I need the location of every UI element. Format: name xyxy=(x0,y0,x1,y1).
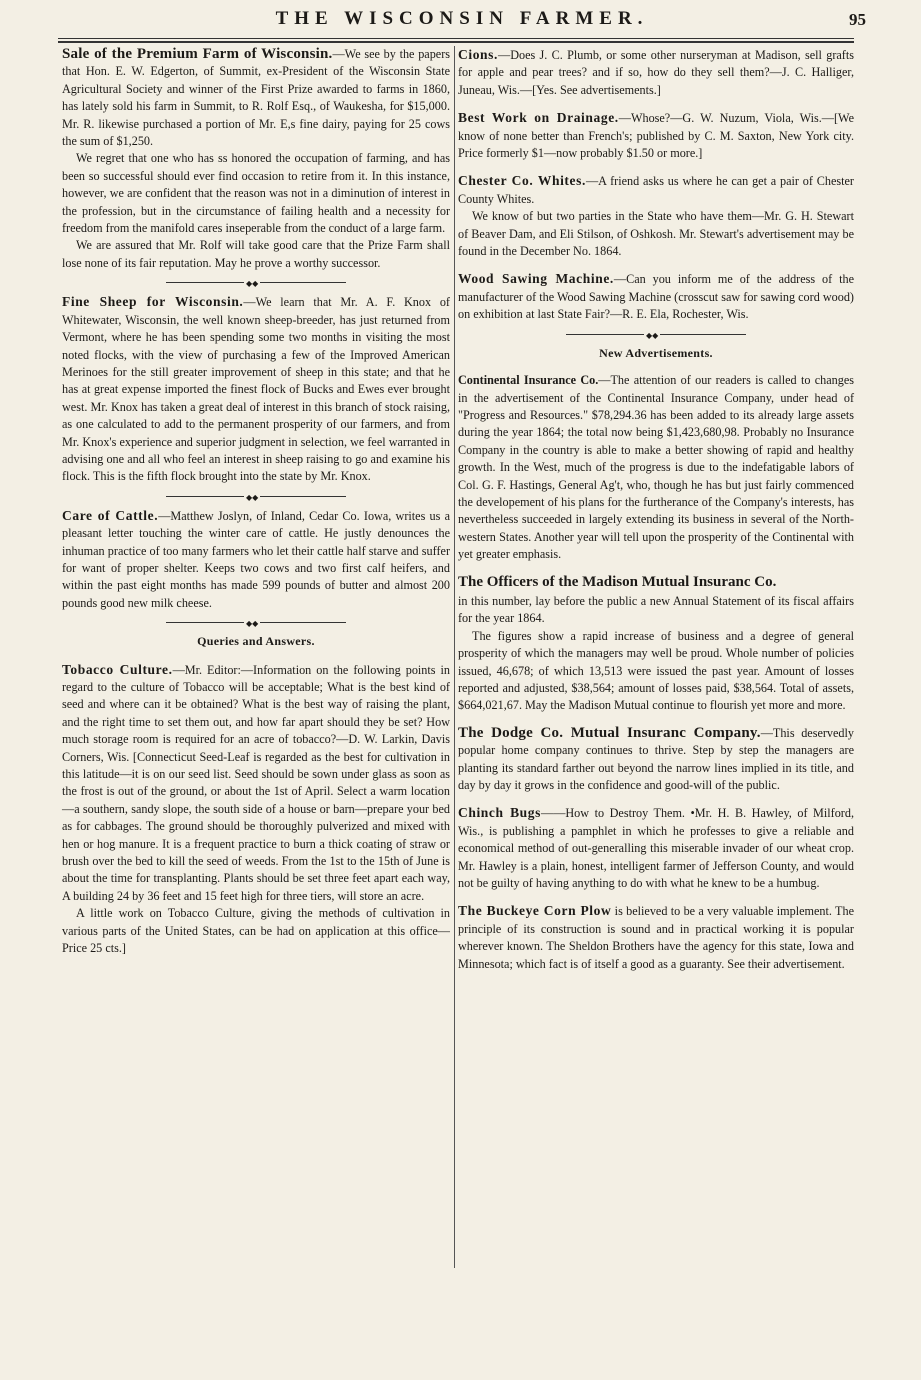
article-chester-whites xyxy=(458,172,854,260)
article-wood-sawing xyxy=(458,270,854,323)
article-body: —We learn that Mr. A. F. Knox of Whitewater, Wisconsin, the well known sheep-breeder, has just returned from Vermont, where he has been spending some two months in visiting the most noted flocks, with the view of purchasing a few of the Improved American Merinoes for the still greater improvement of sheep in this state; and that he has at great expense imported the finest flock of Bucks and Ewes ever brought west. Mr. Knox has taken a great deal of interest in this branch of stock raising, as one calculated to add to the permanent prosperity of our farmers, and from Mr. Knox's experience and superior judgment in selection, we feel warranted in advising one and all who feel an interest in sheep raising to go and examine his flock. This is the fifth flock brought into the state by Mr. Knox. xyxy=(62,295,450,484)
article-heading: Sale of the Premium Farm of Wisconsin. xyxy=(62,46,333,62)
article-body: —This deservedly popular home company continues to thrive. Step by step the managers are planting its standard farther out beyond the narrow lines implied in its title, and day by day it grows in the confidence and good-will of the public. xyxy=(458,725,854,793)
column-divider xyxy=(454,46,455,1268)
running-title: THE WISCONSIN FARMER. xyxy=(275,8,649,29)
header-rule xyxy=(58,38,854,43)
separator xyxy=(166,496,346,497)
article-body: —Can you inform me of the address of the manufacturer of the Wood Sawing Machine (crosscut saw for sawing cord wood) on exhibition at last State Fair?—R. E. Ela, Rochester, Wis. xyxy=(458,272,854,322)
article-paragraph: A little work on Tobacco Culture, giving the methods of cultivation in various parts of the United States, can be had on application at this office—Price 25 cts.] xyxy=(62,906,450,956)
article-paragraph: in this number, lay before the public a new Annual Statement of its fiscal affairs for the year 1864. xyxy=(458,593,854,626)
article-paragraph: We are assured that Mr. Rolf will take good care that the Prize Farm shall lose none of its fair reputation. May he prove a worthy successor. xyxy=(62,238,450,270)
separator xyxy=(566,334,746,335)
article-body: ——How to Destroy Them. •Mr. H. B. Hawley, of Milford, Wis., is publishing a pamphlet in which he professes to give a reliable and economical method of out-generalling this miserable invader of our wheat crop. Mr. Hawley is a plain, honest, intelligent farmer of Jefferson County, and would not be guilty of having anything to do with what he knew to be a humbug. xyxy=(458,806,854,891)
article-body: —Matthew Joslyn, of Inland, Cedar Co. Iowa, writes us a pleasant letter touching the winter care of cattle. He justly denounces the inhuman practice of too many farmers who let their cattle half starve and suffer for want of proper shelter. Keeps two cows and two first calf heifers, and within the past eight months has made 599 pounds of butter and almost 200 pounds good new milk cheese. xyxy=(62,508,450,610)
article-paragraph: We regret that one who has ss honored the occupation of farming, and has been so successful should ever find occasion to retire from it. In this instance, however, we are confident that the reason was not in a diminution of interest in the profession, but in the circumstance of failing health and a necessity for freedom from the manifold cares inseperable from the conduct of a large farm. xyxy=(62,151,450,236)
article-body: —Does J. C. Plumb, or some other nurseryman at Madison, sell grafts for apple and pear trees? and if so, how do they sell them?—J. C. Halliger, Juneau, Wis.—[Yes. See advertisements.] xyxy=(458,48,854,97)
article-heading: Tobacco Culture. xyxy=(62,661,173,677)
left-column xyxy=(62,46,450,968)
article-madison-mutual xyxy=(458,574,854,715)
article-heading: Continental Insurance Co. xyxy=(458,373,599,388)
section-title-new-ads: New Advertisements. xyxy=(599,345,713,360)
article-heading: Fine Sheep for Wisconsin. xyxy=(62,294,244,310)
article-heading: The Officers of the Madison Mutual Insuranc Co. xyxy=(458,573,777,590)
right-column xyxy=(458,46,854,983)
article-cions xyxy=(458,46,854,99)
article-fine-sheep xyxy=(62,293,450,485)
article-chinch-bugs xyxy=(458,804,854,892)
article-care-of-cattle xyxy=(62,507,450,612)
article-heading: The Buckeye Corn Plow xyxy=(458,903,612,919)
article-heading: Best Work on Drainage. xyxy=(458,110,619,126)
article-heading: Cions. xyxy=(458,47,498,62)
running-head xyxy=(62,8,866,34)
separator xyxy=(166,282,346,283)
article-paragraph: The figures show a rapid increase of business and a degree of general prosperity of which the managers may well be proud. Whole number of policies issued, 46,678; of which 13,513 were issued the past year. Amount of losses reported and adjusted, $38,564; amount of losses paid, $38,564. Total of assets, $664,021,67. May the Madison Mutual continue to flourish yet more and more. xyxy=(458,628,854,713)
article-heading: Chester Co. Whites. xyxy=(458,173,586,189)
separator xyxy=(166,622,346,623)
article-heading: Wood Sawing Machine. xyxy=(458,271,614,287)
article-premium-farm xyxy=(62,46,450,272)
article-heading: The Dodge Co. Mutual Insuranc Company. xyxy=(458,724,761,741)
article-dodge-mutual xyxy=(458,725,854,795)
article-body: —The attention of our readers is called to changes in the advertisement of the Continental Insurance Company, under head of "Progress and Resources." $78,294.36 has been added to its already large assets during the year 1864; the total now being $1,423,680,98. Probably no Insurance Company in the country is able to make a better showing of rapid and healthy growth. In the West, much of the progress is due to the indefatigable labors of Col. G. F. Hastings, General Ag't, who, though he has but just fairly commenced the developement of his plans for the furtherance of the Company's interests, has nevertheless succeeded in largely extending its business in several of the North-western States. Another year will tell upon the prosperity of the Continental with yet greater emphasis. xyxy=(458,373,854,562)
article-drainage xyxy=(458,109,854,162)
article-heading: Chinch Bugs xyxy=(458,805,541,821)
article-body: —We see by the papers that Hon. E. W. Edgerton, of Summit, ex-President of the Wisconsin State Agricultural Society and winner of the First Prize awarded to farms in 1860, has lately sold his farm in Summit, to R. Rolf Esq., of Waukesha, for $15,000. Mr. R. likewise purchased a portion of Mr. E,s fine dairy, paying for 25 cows the sum of $1,250. xyxy=(62,47,450,149)
page-number: 95 xyxy=(849,10,866,29)
article-body: —Mr. Editor:—Information on the following points in regard to the culture of Tobacco will be acceptable; What is the best kind of seed and where can it be obtained? What is the best way of raising the plant, and the right time to set them out, and how far apart should they be set? How much storage room is required for an acre of tobacco?—D. W. Larkin, Davis Corners, Wis. [Connecticut Seed-Leaf is regarded as the best for cultivation in this latitude—it is on our seed list. Seed should be sown under glass as soon as the frost is out of the ground, or about the 1st of April. Select a warm location—a southern, sandy slope, the south side of a house or barn—prepare your bed as for cabbages. The ground should be thoroughly pulverized and mixed with hen or hog manure. It is a frequent practice to burn a thick coating of straw or brush over the bed to kill the seed of weeds. From the 1st to the 15th of June is about the time for transplanting. Plants should be set three feet apart each way, A building 24 by 36 feet and 15 feet high for three tiers, will store an acre. xyxy=(62,662,450,903)
section-title-queries: Queries and Answers. xyxy=(197,634,315,649)
article-body: is believed to be a very valuable implement. The principle of its construction is sound and in practical working it is popular wherever known. The Sheldon Brothers have the agency for this state, Iowa and Minnesota; which fact is of itself a good as a guaranty. See their advertisement. xyxy=(458,904,854,971)
article-body: —Whose?—G. W. Nuzum, Viola, Wis.—[We know of none better than French's; published by C. M. Saxton, New York city. Price formerly $1—now probably $1.50 or more.] xyxy=(458,111,854,161)
article-tobacco-culture xyxy=(62,661,450,958)
article-body: —A friend asks us where he can get a pair of Chester County Whites. xyxy=(458,174,854,206)
article-continental xyxy=(458,372,854,563)
article-paragraph: We know of but two parties in the State who have them—Mr. G. H. Stewart of Beaver Dam, and Eli Stilson, of Oshkosh. Mr. Stewart's advertisement may be found in the December No. 1864. xyxy=(458,209,854,259)
article-heading: Care of Cattle. xyxy=(62,507,159,523)
article-buckeye-plow xyxy=(458,902,854,973)
